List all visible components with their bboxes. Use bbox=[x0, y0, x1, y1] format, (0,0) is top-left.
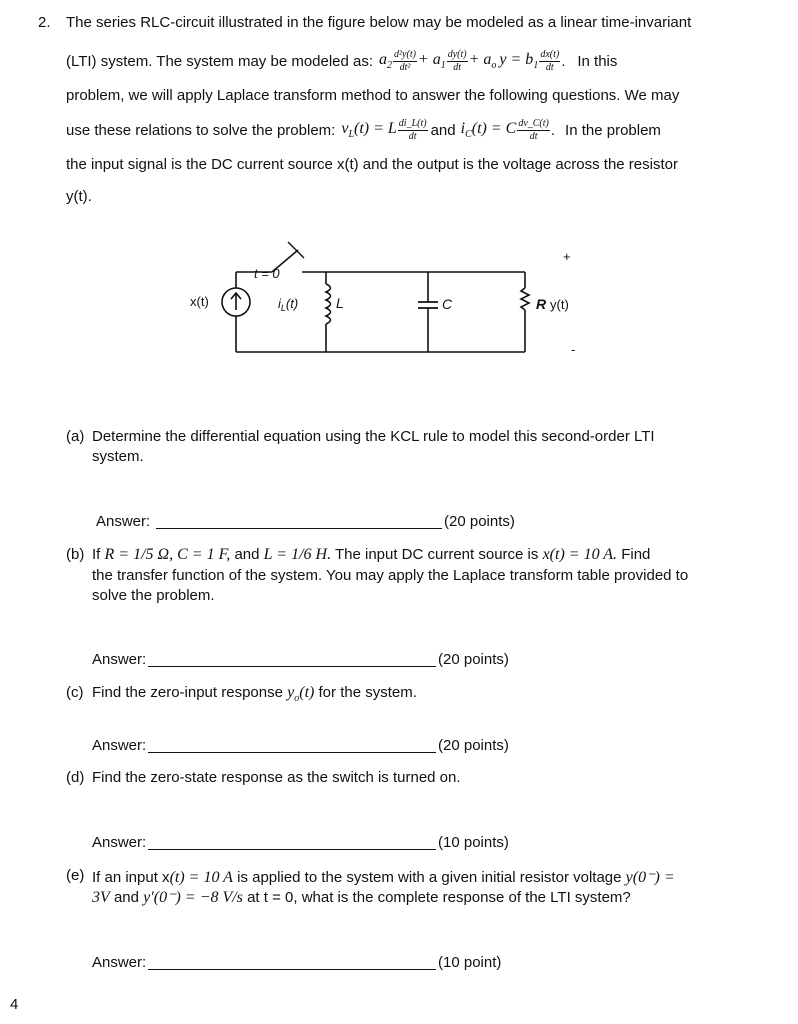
eq-period-2: . bbox=[550, 121, 556, 139]
eq-a0: + $a_o$ bbox=[468, 50, 497, 72]
part-d-answer-line[interactable] bbox=[148, 837, 436, 850]
part-c-answer-label: Answer: bbox=[92, 737, 147, 754]
question-line-2-suffix: In this bbox=[577, 52, 618, 70]
capacitor-label: C bbox=[442, 296, 453, 312]
question-line-4 bbox=[66, 113, 661, 147]
part-a-points: (20 points) bbox=[444, 513, 515, 530]
question-number: 2. bbox=[38, 14, 51, 31]
question-line-2 bbox=[66, 44, 617, 78]
eq-yb: $y = b_1$ bbox=[499, 50, 539, 72]
eq-dy-frac: $\frac{dy(t)}{dt}$ bbox=[447, 48, 467, 73]
question-line-4-and: and bbox=[430, 121, 456, 139]
part-e-answer-line[interactable] bbox=[148, 957, 436, 970]
eq-dx-frac: $\frac{dx(t)}{dt}$ bbox=[540, 48, 560, 73]
question-line-1: The series RLC-circuit illustrated in the figure below may be modeled as a linear time-invariant bbox=[66, 14, 692, 31]
source-label: x(t) bbox=[190, 294, 209, 309]
part-e-label: (e) bbox=[66, 867, 85, 884]
part-e-text-1: If an input x(t) = 10 A is applied to the system with a given initial resistor voltage y(0⁻) = bbox=[92, 869, 675, 886]
page-number: 4 bbox=[10, 996, 19, 1013]
part-b-text-3: solve the problem. bbox=[92, 587, 215, 604]
part-a-text-2: system. bbox=[92, 448, 144, 465]
eq-dvc-frac: $\frac{dv\_C(t)}{dt}$ bbox=[518, 117, 549, 142]
eq-a1: + $a_1$ bbox=[417, 50, 446, 72]
part-b-text-2: the transfer function of the system. You may apply the Laplace transform table provided to bbox=[92, 567, 689, 584]
eq-ic: $i_C(t) = C$ bbox=[460, 119, 517, 141]
part-a-answer-label: Answer: bbox=[96, 513, 151, 530]
question-line-6: y(t). bbox=[66, 188, 92, 205]
part-e-text-2: 3V and y′(0⁻) = −8 V/s at t = 0, what is the complete response of the LTI system? bbox=[92, 889, 631, 906]
output-minus-label: - bbox=[571, 342, 576, 357]
part-c-points: (20 points) bbox=[438, 737, 509, 754]
eq-dil-frac: $\frac{di\_L(t)}{dt}$ bbox=[398, 117, 427, 142]
part-b-text-1: If R = 1/5 Ω, C = 1 F, and L = 1/6 H. The input DC current source is x(t) = 10 A. Find bbox=[92, 546, 651, 563]
part-b-label: (b) bbox=[66, 546, 85, 563]
inductor-current-label: $i_L(t)$ bbox=[278, 296, 299, 313]
question-line-2-prefix: (LTI) system. The system may be modeled as: bbox=[66, 52, 374, 70]
resistor-label: R bbox=[536, 296, 547, 312]
switch-label: t = 0 bbox=[254, 266, 280, 281]
output-label: y(t) bbox=[550, 297, 569, 312]
part-e-points: (10 point) bbox=[438, 954, 502, 971]
part-d-answer-label: Answer: bbox=[92, 834, 147, 851]
part-b-answer-label: Answer: bbox=[92, 651, 147, 668]
question-line-4-suffix: In the problem bbox=[565, 121, 661, 139]
part-c-text-1: Find the zero-input response $y_o(t)$ for the system. bbox=[92, 684, 417, 705]
question-line-4-prefix: use these relations to solve the problem: bbox=[66, 121, 336, 139]
part-b-points: (20 points) bbox=[438, 651, 509, 668]
eq-vl: $v_L(t) = L$ bbox=[341, 119, 397, 141]
eq-d2y-frac: $\frac{\text{d²y(t)}}{\text{dt²}}$ bbox=[394, 48, 416, 73]
eq-period: . bbox=[561, 52, 566, 70]
part-c-label: (c) bbox=[66, 684, 84, 701]
eq-a2: $a_2$ bbox=[379, 50, 393, 72]
part-d-label: (d) bbox=[66, 769, 85, 786]
part-c-answer-line[interactable] bbox=[148, 740, 436, 753]
resistor-zigzag bbox=[521, 288, 529, 310]
question-line-3: problem, we will apply Laplace transform method to answer the following questions. We may bbox=[66, 87, 680, 104]
part-d-text-1: Find the zero-state response as the switch is turned on. bbox=[92, 769, 461, 786]
part-b-answer-line[interactable] bbox=[148, 654, 436, 667]
output-plus-label: + bbox=[563, 249, 571, 264]
part-a-text-1: Determine the differential equation using the KCL rule to model this second-order LTI bbox=[92, 428, 655, 445]
part-a-label: (a) bbox=[66, 428, 85, 445]
question-line-5: the input signal is the DC current source x(t) and the output is the voltage across the resistor bbox=[66, 156, 678, 173]
rlc-circuit-diagram bbox=[180, 228, 600, 368]
part-a-answer-line[interactable] bbox=[156, 516, 442, 529]
part-d-points: (10 points) bbox=[438, 834, 509, 851]
inductor-label: L bbox=[336, 295, 344, 311]
part-e-answer-label: Answer: bbox=[92, 954, 147, 971]
inductor-coil bbox=[326, 284, 331, 324]
